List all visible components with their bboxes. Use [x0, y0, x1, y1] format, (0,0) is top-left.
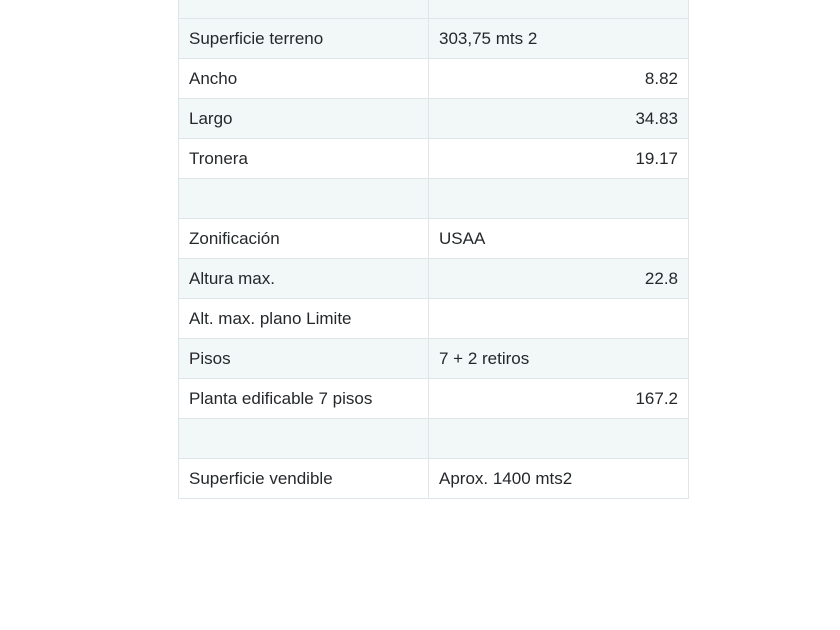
- table-row: [179, 219, 689, 259]
- row-value: Aprox. 1400 mts2: [429, 459, 689, 499]
- row-label: Alt. max. plano Limite: [179, 299, 429, 339]
- table-row: [179, 99, 689, 139]
- table-row: [179, 459, 689, 499]
- row-value: 19.17: [429, 139, 689, 179]
- row-value: [429, 179, 689, 219]
- document-sheet: [178, 0, 688, 499]
- row-label: Planta edificable 7 pisos: [179, 379, 429, 419]
- table-row: [179, 179, 689, 219]
- table-row: [179, 339, 689, 379]
- row-label: [179, 419, 429, 459]
- row-value: [429, 0, 689, 19]
- property-specification-table: [178, 0, 689, 499]
- row-value: 7 + 2 retiros: [429, 339, 689, 379]
- table-row: [179, 259, 689, 299]
- table-row: [179, 19, 689, 59]
- row-value: 303,75 mts 2: [429, 19, 689, 59]
- row-value: [429, 419, 689, 459]
- row-value: 34.83: [429, 99, 689, 139]
- row-label: Superficie terreno: [179, 19, 429, 59]
- table-row: [179, 0, 689, 19]
- row-label: Altura max.: [179, 259, 429, 299]
- row-value: [429, 299, 689, 339]
- table-row: [179, 299, 689, 339]
- row-label: [179, 179, 429, 219]
- row-value: 167.2: [429, 379, 689, 419]
- row-label: Ancho: [179, 59, 429, 99]
- row-label: Largo: [179, 99, 429, 139]
- table-row: [179, 139, 689, 179]
- row-label: Pisos: [179, 339, 429, 379]
- row-label: Zonificación: [179, 219, 429, 259]
- row-value: USAA: [429, 219, 689, 259]
- row-value: 22.8: [429, 259, 689, 299]
- row-label: Superficie vendible: [179, 459, 429, 499]
- table-row: [179, 419, 689, 459]
- row-label: [179, 0, 429, 19]
- row-value: 8.82: [429, 59, 689, 99]
- table-body: [179, 0, 689, 499]
- table-row: [179, 379, 689, 419]
- table-row: [179, 59, 689, 99]
- row-label: Tronera: [179, 139, 429, 179]
